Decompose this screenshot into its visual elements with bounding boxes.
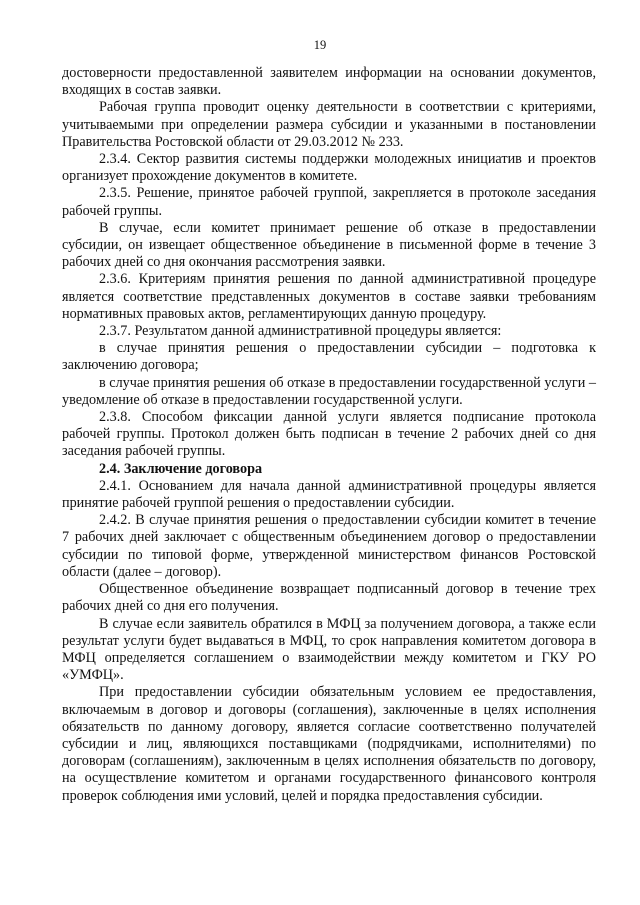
paragraph: Рабочая группа проводит оценку деятельности в соответствии с критериями, учитываемыми при определении размера субсидии и указанными в постановлении Правительства Ростовской области от 29.03.2012 № 233. bbox=[62, 99, 596, 150]
paragraph: В случае если заявитель обратился в МФЦ за получением договора, а также если результат услуги будет выдаваться в МФЦ, то срок направления комитетом договора в МФЦ определяется соглашением о взаимодействии между комитетом и ГКУ РО «УМФЦ». bbox=[62, 615, 596, 684]
paragraph: 2.4.1. Основанием для начала данной административной процедуры является принятие рабочей группой решения о предоставлении субсидии. bbox=[62, 477, 596, 512]
paragraph: Общественное объединение возвращает подписанный договор в течение трех рабочих дней со дня его получения. bbox=[62, 581, 596, 615]
paragraph: 2.3.7. Результатом данной административной процедуры является: bbox=[99, 323, 502, 340]
paragraph: 2.3.4. Сектор развития системы поддержки молодежных инициатив и проектов организует прохождение документов в комитете. bbox=[62, 151, 596, 185]
paragraph: 2.3.6. Критериям принятия решения по данной административной процедуре является соответствие представленных документов в составе заявки требованиям нормативных правовых актов, регламентирующих данную процедуру. bbox=[62, 271, 596, 322]
paragraph: 2.4.2. В случае принятия решения о предоставлении субсидии комитет в течение 7 рабочих дней заключает с общественным объединением договор о предоставлении субсидии по типовой форме, утвержденной министерством финансов Ростовской области (далее – договор). bbox=[62, 512, 596, 580]
paragraph: в случае принятия решения о предоставлении субсидии – подготовка к заключению договора; bbox=[62, 340, 596, 374]
paragraph: 2.3.8. Способом фиксации данной услуги является подписание протокола рабочей группы. Протокол должен быть подписан в течение 2 рабочих дней со дня заседания рабочей группы. bbox=[62, 409, 596, 460]
paragraph: При предоставлении субсидии обязательным условием ее предоставления, включаемым в договор и договоры (соглашения), заключенные в целях исполнения обязательств по данному договору, является согласие соответственно получателей субсидии и лиц, являющихся поставщиками (подрядчиками, исполнителями) по договорам (соглашениям), заключенным в целях исполнения обязательств по договору, на осуществление комитетом и органами государственного финансового контроля проверок соблюдения ими условий, целей и порядка предоставления субсидии. bbox=[62, 684, 596, 804]
page-number: 19 bbox=[313, 38, 327, 52]
paragraph: достоверности предоставленной заявителем информации на основании документов, входящих в состав заявки. bbox=[62, 65, 596, 99]
section-heading: 2.4. Заключение договора bbox=[99, 460, 263, 477]
paragraph: в случае принятия решения об отказе в предоставлении государственной услуги – уведомление об отказе в предоставлении государственной услуги. bbox=[62, 374, 596, 408]
document-body bbox=[62, 65, 596, 805]
paragraph: 2.3.5. Решение, принятое рабочей группой, закрепляется в протоколе заседания рабочей группы. bbox=[62, 185, 596, 219]
paragraph: В случае, если комитет принимает решение об отказе в предоставлении субсидии, он извещает общественное объединение в письменной форме в течение 3 рабочих дней со дня окончания рассмотрения заявки. bbox=[62, 219, 596, 271]
